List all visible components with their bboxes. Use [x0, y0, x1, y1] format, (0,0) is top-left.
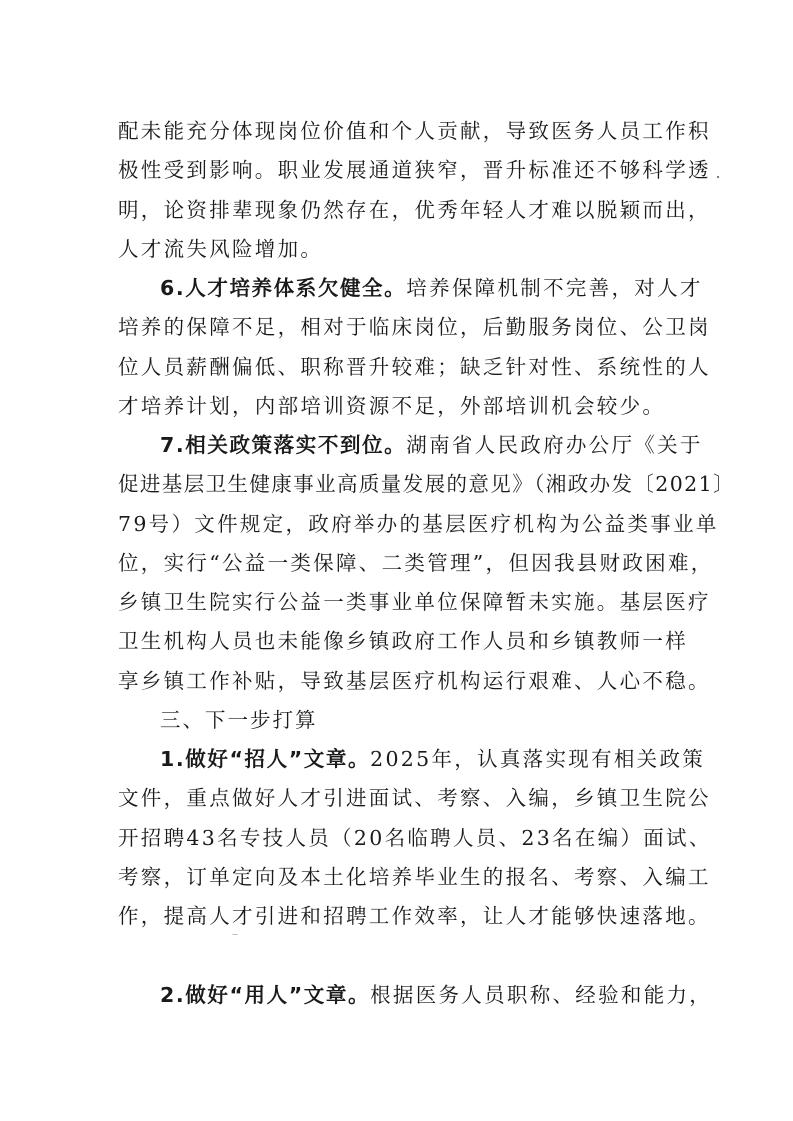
paragraph-line: 文件，重点做好人才引进面试、考察、入编，乡镇卫生院公: [118, 786, 711, 810]
paragraph-line: 考察，订单定向及本土化培养毕业生的报名、考察、入编工: [118, 865, 711, 889]
plan-1-title: 1.做好“招人”文章。: [160, 747, 371, 771]
paragraph-line: 位，实行“公益一类保障、二类管理”，但因我县财政困难，: [118, 551, 714, 575]
paragraph-line: 人才流失风险增加。: [118, 237, 324, 261]
scan-speck: [232, 934, 238, 935]
paragraph-line: 促进基层卫生健康事业高质量发展的意见》（湘政办发〔2021〕: [118, 472, 735, 496]
section-heading: 三、下一步打算: [160, 708, 318, 732]
plan-2-title: 2.做好“用人”文章。: [160, 983, 371, 1007]
paragraph-line: 才培养计划，内部培训资源不足，外部培训机会较少。: [118, 394, 666, 418]
paragraph-line: 极性受到影响。职业发展通道狭窄，晋升标准还不够科学透: [118, 158, 711, 182]
item-6-line: [160, 271, 703, 305]
item-7-text: 湖南省人民政府办公厅《关于: [406, 433, 703, 457]
paragraph-line: 卫生机构人员也未能像乡镇政府工作人员和乡镇教师一样: [118, 629, 688, 653]
paragraph-line: 乡镇卫生院实行公益一类事业单位保障暂未实施。基层医疗: [118, 590, 711, 614]
paragraph-line: 明，论资排辈现象仍然存在，优秀年轻人才难以脱颖而出，: [118, 198, 711, 222]
item-7-title: 7.相关政策落实不到位。: [160, 433, 407, 457]
item-7-line: [160, 428, 703, 462]
plan-2-line: [160, 978, 713, 1012]
item-6-title: 6.人才培养体系欠健全。: [160, 276, 407, 300]
paragraph-line: 培养的保障不足，相对于临床岗位，后勤服务岗位、公卫岗: [118, 315, 711, 339]
paragraph-line: 开招聘43名专技人员（20名临聘人员、23名在编）面试、: [118, 826, 712, 850]
paragraph-line: 位人员薪酬偏低、职称晋升较难；缺乏针对性、系统性的人: [118, 355, 711, 379]
paragraph-line: 作，提高人才引进和招聘工作效率，让人才能够快速落地。: [118, 904, 711, 928]
plan-1-text: 2025年，认真落实现有相关政策: [370, 747, 706, 771]
paragraph-line: 配未能充分体现岗位价值和个人贡献，导致医务人员工作积: [118, 119, 711, 143]
plan-2-text: 根据医务人员职称、经验和能力，: [370, 983, 713, 1007]
scan-speck: [717, 176, 719, 178]
item-6-text: 培养保障机制不完善，对人才: [406, 276, 703, 300]
paragraph-line: 79号）文件规定，政府举办的基层医疗机构为公益类事业单: [118, 512, 719, 536]
paragraph-line: 享乡镇工作补贴，导致基层医疗机构运行艰难、人心不稳。: [118, 669, 711, 693]
plan-1-line: [160, 742, 706, 776]
